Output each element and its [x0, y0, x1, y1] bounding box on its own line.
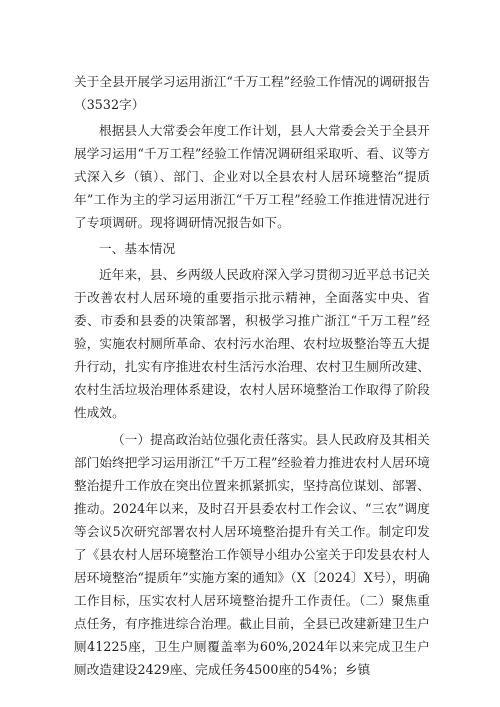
section-heading-basic-situation: 一、基本情况	[99, 241, 176, 256]
basic-situation-paragraph: 近年来，县、乡两级人民政府深入学习贯彻习近平总书记关于改善农村人居环境的重要指示批示精神，全面落实中央、省委、市委和县委的决策部署，积极学习推广浙江“千万工程”经验，实施农村厕所革命、农村污水治理、农村垃圾整治等五大提升行动，扎实有序推进农村生活污水治理、农村卫生厕所改建、农村生活垃圾治理体系建设，农村人居环境整治工作取得了阶段性成效。	[74, 267, 430, 420]
document-title: 关于全县开展学习运用浙江“千万工程”经验工作情况的调研报告（3532字）	[74, 74, 430, 112]
responsibility-paragraph: （一）提高政治站位强化责任落实。县人民政府及其相关部门始终把学习运用浙江“千万工程”经验着力推进农村人居环境整治提升工作放在突出位置来抓紧抓实，坚持高位谋划、部署、推动。2024年以来，及时召开县委农村工作会议、“三农”调度等会议5次研究部署农村人居环境整治提升有关工作。制定印发了《县农村人居环境整治工作领导小组办公室关于印发县农村人居环境整治“提质年”实施方案的通知》（X〔2024〕X号），明确工作目标，压实农村人居环境整治提升工作责任。（二）聚焦重点任务，有序推进综合治理。截止目前，全县已改建新建卫生户厕41225座，卫生户厕覆盖率为60%,2024年以来完成卫生户厕改造建设2429座、完成任务4500座的54%；乡镇	[74, 432, 430, 677]
intro-paragraph: 根据县人大常委会年度工作计划，县人大常委会关于全县开展学习运用“千万工程”经验工作情况调研组采取听、看、议等方式深入乡（镇）、部门、企业对以全县农村人居环境整治“提质年”工作为主的学习运用浙江“千万工程”经验工作推进情况进行了专项调研。现将调研情况报告如下。	[74, 123, 430, 230]
document-body	[74, 70, 430, 681]
